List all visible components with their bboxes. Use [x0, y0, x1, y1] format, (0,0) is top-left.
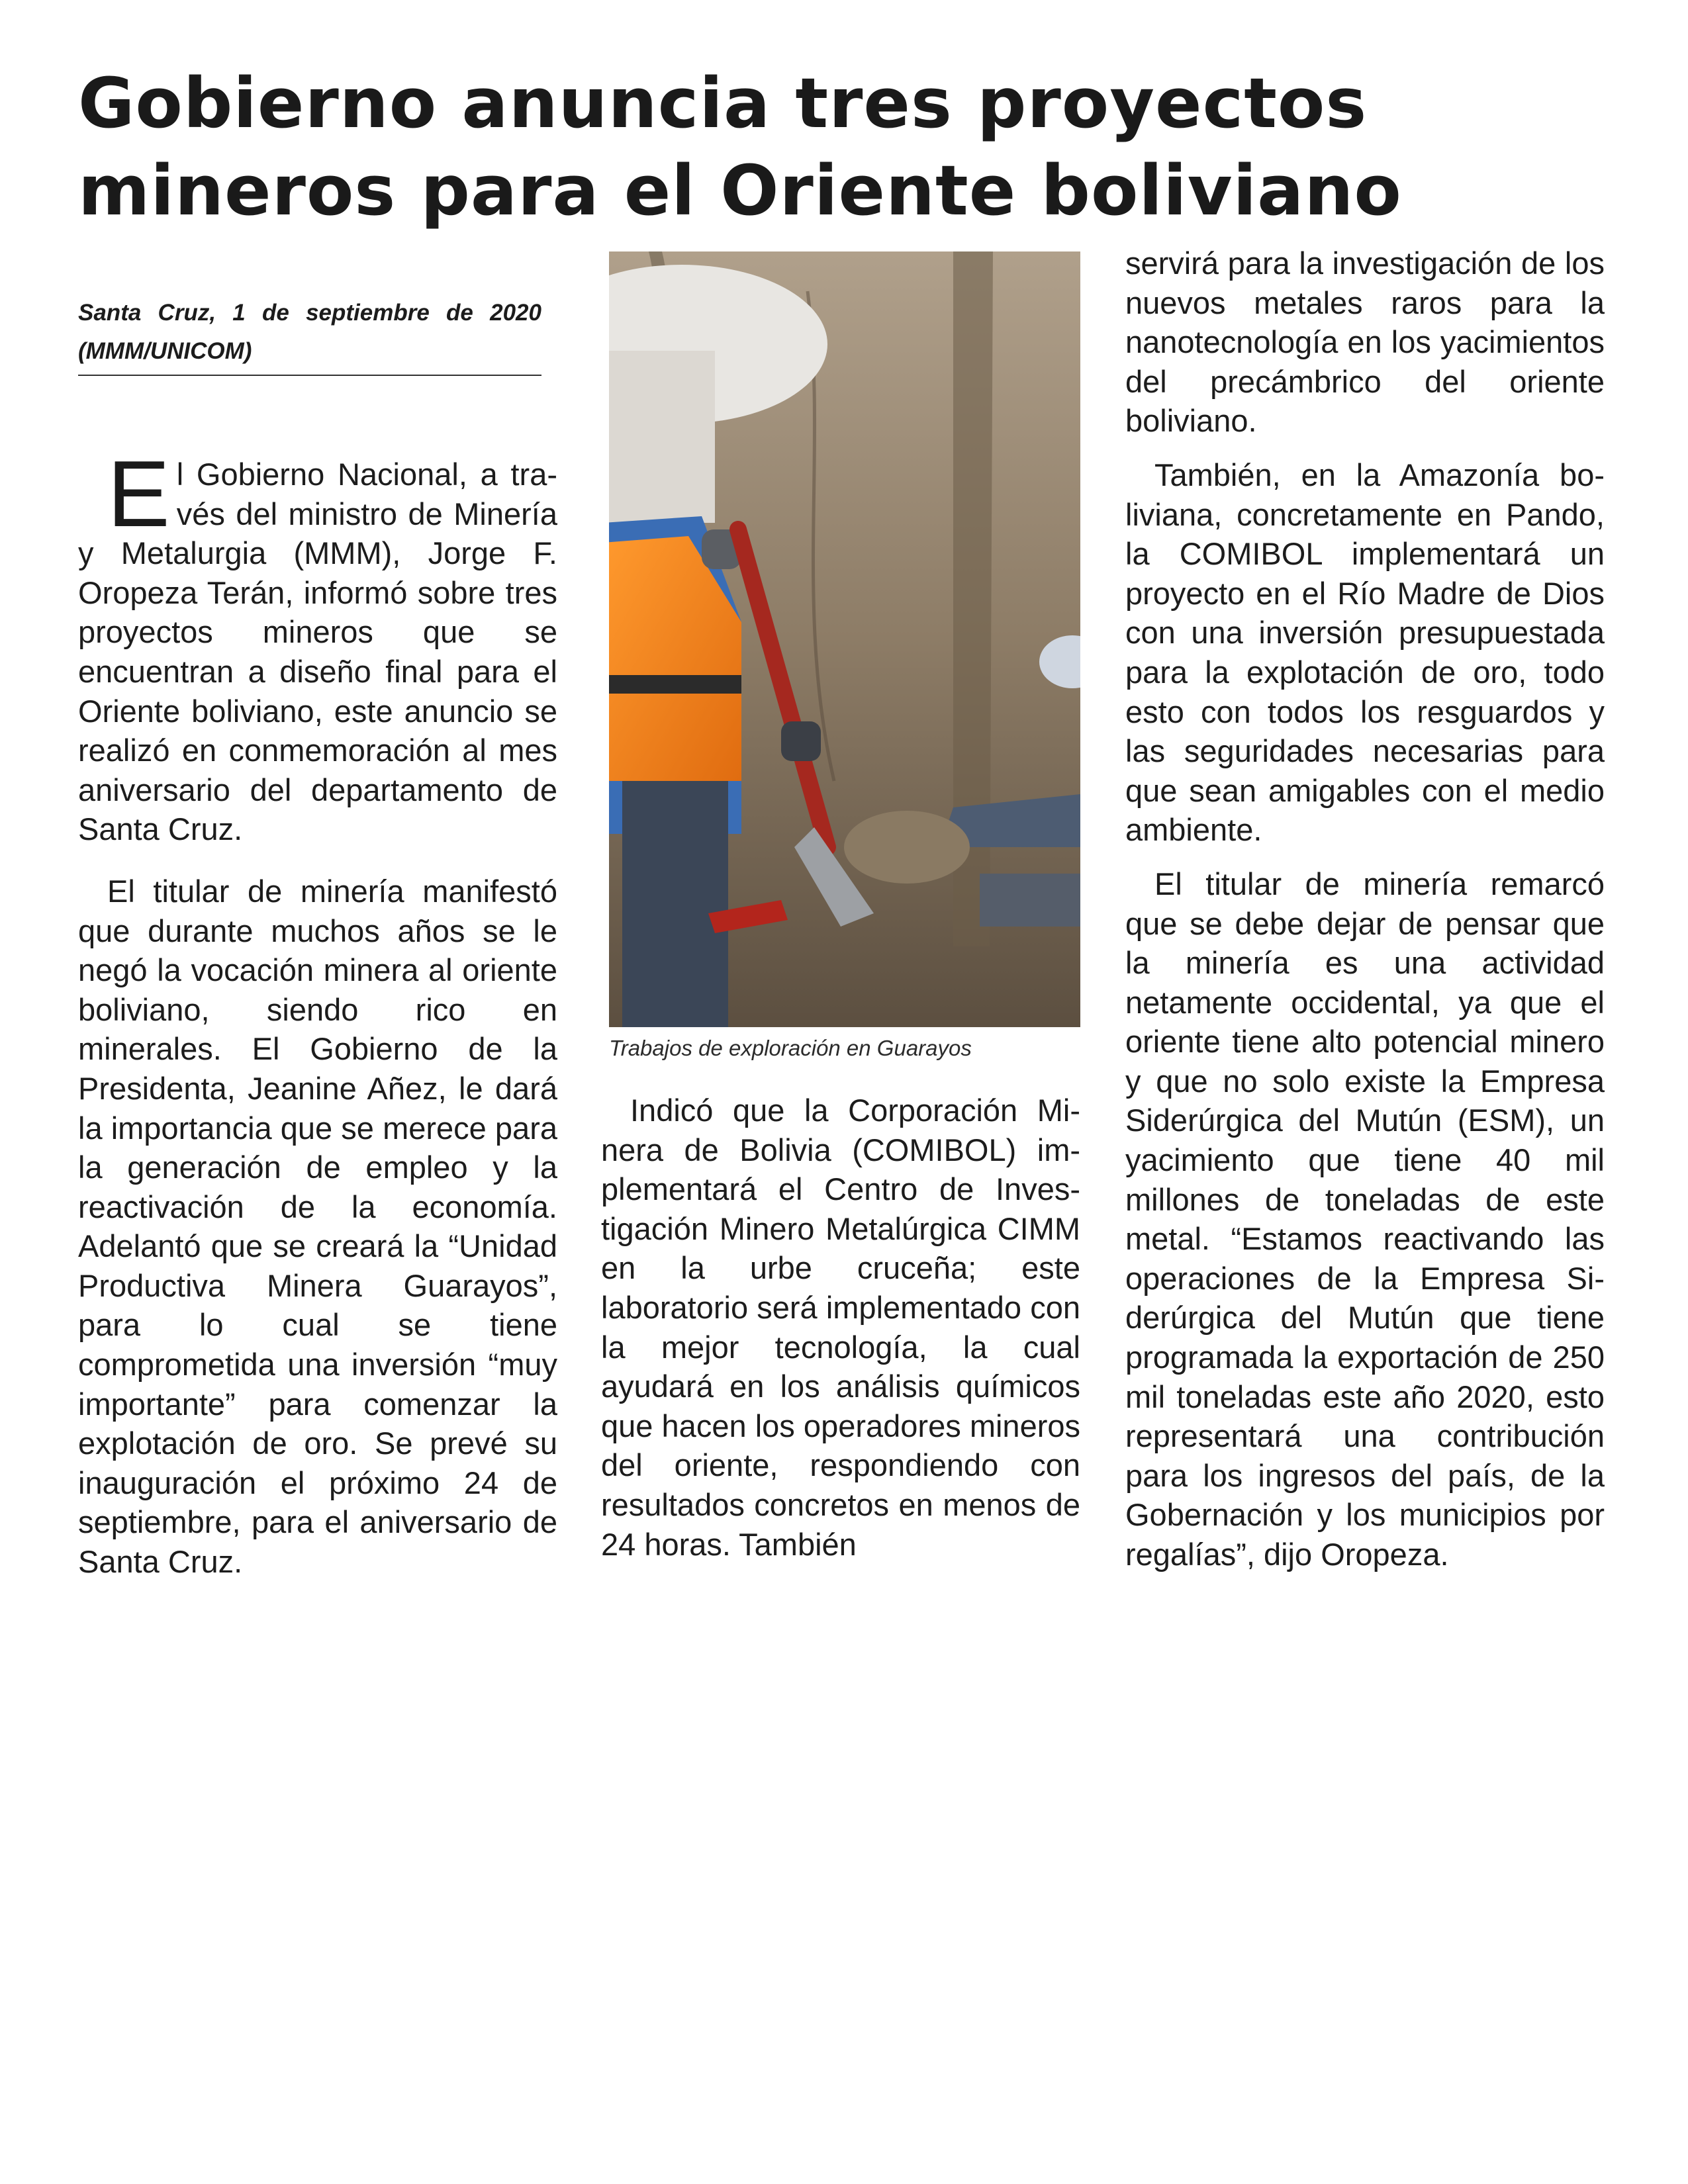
- paragraph-3: Indicó que la Corporación Minera de Bolivia (COMIBOL) implementará el Centro de Investigación Minero Metalúrgica CIMM en la urbe cruceña; este laboratorio será implementado con la mejor tecnología, la cual ayudará en los análisis químicos que hacen los operadores mineros del oriente, respondiendo con resultados concretos en menos de 24 horas. También: [601, 1093, 1080, 1562]
- headline: [78, 60, 1614, 234]
- photo-caption: Trabajos de exploración en Guarayos: [609, 1036, 972, 1060]
- article-column-2: [601, 1091, 1080, 1564]
- paragraph-6: El titular de minería remarcó que se debe dejar de pensar que la minería es una actividad netamente occidental, ya que el oriente tiene alto potencial minero y que no solo existe la Empresa Siderúrgica del Mutún (ESM), un yacimiento que tiene 40 mil millones de toneladas de este metal. “Estamos reactivando las operaciones de la Empresa Siderúrgica del Mutún que tiene programada la exportación de 250 mil toneladas este año 2020, esto representará una contribución para los ingresos del país, de la Gobernación y los municipios por regalías”, dijo Oropeza.: [1125, 866, 1605, 1572]
- paragraph-1-text: l Gobierno Nacional, a través del ministro de Minería y Metalurgia (MMM), Jorge F. Oropeza Terán, informó sobre tres proyectos mineros que se encuentran a diseño final para el Oriente boliviano, este anuncio se realizó en conmemoración al mes aniversario del departamento de Santa Cruz.: [78, 457, 557, 847]
- paragraph-2: El titular de minería manifestó que durante muchos años se le negó la vocación minera al oriente boliviano, siendo rico en minerales. El Gobierno de la Presidenta, Jeanine Añez, le dará la importancia que se merece para la generación de empleo y la reactivación de la economía. Adelantó que se creará la “Unidad Productiva Minera Guarayos”, para lo cual se tiene comprometida una inversión “muy importante” para comenzar la explotación de oro. Se prevé su inauguración el próximo 24 de septiembre, para el aniversario de Santa Cruz.: [78, 873, 557, 1580]
- dateline-source: (MMM/UNICOM): [78, 338, 252, 364]
- paragraph-5: También, en la Amazonía boliviana, concretamente en Pando, la COMIBOL implementará un proyecto en el Río Madre de Dios con una inversión presupuestada para la explotación de oro, todo esto con todos los resguardos y las seguridades necesarias para que sean amigables con el medio ambiente.: [1125, 457, 1605, 848]
- paragraph-4: servirá para la investigación de los nuevos metales raros para la nanotecnología en los yacimientos del precámbrico del oriente boliviano.: [1125, 246, 1605, 439]
- exploration-photo: [609, 251, 1080, 1027]
- article-column-3: [1125, 244, 1605, 1574]
- dateline: [78, 294, 541, 376]
- headline-line-1: Gobierno anuncia tres proyectos: [78, 63, 1368, 144]
- article-column-1: [78, 441, 557, 1582]
- dateline-place-date: Santa Cruz, 1 de septiembre de 2020: [78, 300, 541, 326]
- photo-illustration: [609, 251, 1080, 1027]
- drop-cap: E: [107, 441, 170, 547]
- paragraph-1: [78, 441, 557, 849]
- headline-line-2: mineros para el Oriente boliviano: [78, 150, 1402, 231]
